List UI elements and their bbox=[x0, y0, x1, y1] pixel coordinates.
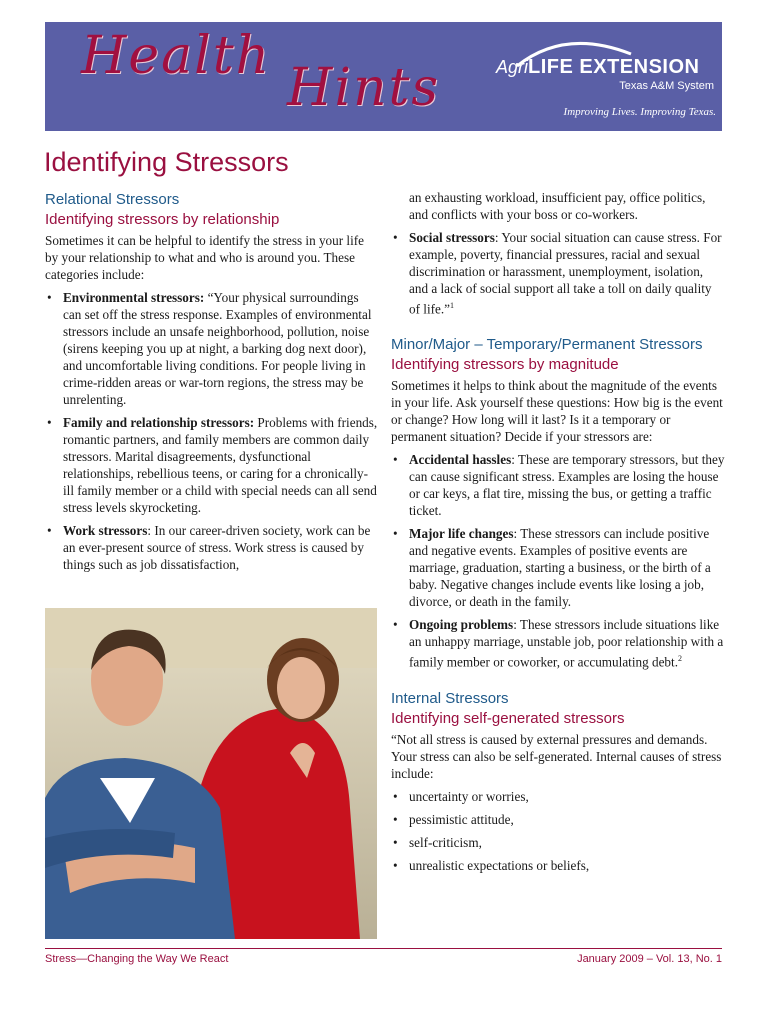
org-prefix: Agri bbox=[496, 57, 529, 77]
list-item bbox=[45, 522, 379, 573]
list-item-term: Social stressors bbox=[409, 230, 495, 245]
magnitude-list bbox=[391, 451, 725, 670]
page-title: Identifying Stressors bbox=[44, 147, 289, 177]
left-column bbox=[45, 190, 379, 579]
list-item-term: Family and relationship stressors: bbox=[63, 415, 255, 430]
list-item bbox=[45, 414, 379, 516]
list-item-text: : These are temporary stressors, but they can cause significant stress. Examples are losing the house or car keys, a flat tire, missing the bus, or getting a traffic ticket. bbox=[409, 452, 725, 519]
subheading-internal: Identifying self-generated stressors bbox=[391, 709, 625, 727]
list-item bbox=[391, 525, 725, 610]
list-item-term: Major life changes bbox=[409, 526, 514, 542]
masthead-hints: Hints bbox=[287, 58, 441, 118]
internal-intro: “Not all stress is caused by external pressures and demands. Your stress can also be self-generated. Internal causes of stress include: bbox=[391, 731, 722, 781]
section-heading-magnitude: Minor/Major – Temporary/Permanent Stressors bbox=[391, 336, 703, 354]
header-banner bbox=[45, 22, 722, 131]
subheading-magnitude: Identifying stressors by magnitude bbox=[391, 356, 619, 374]
footnote-ref: 2 bbox=[678, 654, 682, 664]
list-item bbox=[391, 616, 725, 670]
list-item bbox=[45, 289, 379, 408]
list-item-text: : Your social situation can cause stress. For example, poverty, financial pressures, racial and sexual discrimination or harassment, unemployment, isolation, and a lack of social support all take a toll on daily quality of life.” bbox=[409, 230, 722, 317]
right-column bbox=[391, 189, 725, 880]
couple-photo bbox=[45, 608, 377, 939]
org-logo bbox=[496, 56, 699, 79]
social-list bbox=[391, 229, 725, 317]
list-item: • uncertainty or worries, bbox=[391, 788, 725, 805]
section-heading-internal: Internal Stressors bbox=[391, 689, 509, 707]
list-item bbox=[391, 229, 725, 317]
list-item-text: : These stressors include situations like an unhappy marriage, unstable job, poor relationship with a family member or coworker, or accumulating debt. bbox=[409, 617, 724, 670]
list-item: • pessimistic attitude, bbox=[391, 811, 725, 828]
work-continued: an exhausting workload, insufficient pay, office politics, and conflicts with your boss or co-workers. bbox=[409, 190, 706, 222]
list-item-term: Environmental stressors: bbox=[63, 290, 205, 305]
footer-series-title: Stress—Changing the Way We React bbox=[45, 953, 229, 965]
list-item: • self-criticism, bbox=[391, 834, 725, 851]
list-item-text: : In our career-driven society, work can be an ever-present source of stress. Work stress is caused by things such as job dissatisfaction, bbox=[63, 523, 371, 572]
footer-divider bbox=[45, 948, 722, 949]
list-item bbox=[391, 451, 725, 519]
footer-issue-info: January 2009 – Vol. 13, No. 1 bbox=[577, 953, 722, 965]
masthead-health: Health bbox=[81, 26, 272, 86]
list-item-text: Problems with friends, romantic partners, and family members are common daily stressors. Marital disagreements, dysfunctional relationships, rebellious teens, or caring for a chronically-ill family member or a child with special needs can all send stress levels skyrocketing. bbox=[63, 415, 378, 515]
list-item-text: “Your physical surroundings can set off the stress response. Examples of environmental stressors include an unsafe neighborhood, pollution, noise (sirens keeping you up at night, a barking dog next door), and uncomfortable living conditions. For people living in crime-ridden areas or war-torn regions, the stress may be unrelenting. bbox=[63, 290, 372, 407]
relational-intro: Sometimes it can be helpful to identify the stress in your life by your relationship to what and who is around you. These categories include: bbox=[45, 233, 364, 282]
list-item-term: Ongoing problems bbox=[409, 617, 514, 633]
magnitude-intro: Sometimes it helps to think about the magnitude of the events in your life. Ask yourself these questions: How big is the event or change? How long will it last? Is it a temporary or permanent situation? Decide if your stressors are: bbox=[391, 378, 723, 445]
section-heading-relational: Relational Stressors bbox=[45, 191, 180, 208]
list-item-term: Accidental hassles bbox=[409, 452, 512, 468]
org-system: Texas A&M System bbox=[619, 80, 714, 92]
org-tagline: Improving Lives. Improving Texas. bbox=[563, 106, 716, 118]
relational-list bbox=[45, 289, 379, 573]
list-item-text: : These stressors can include positive and negative events. Examples of positive events are marriage, graduation, starting a business, or the birth of a baby. Negative changes include events like losing a job, divorce, or death in the family. bbox=[409, 526, 711, 610]
org-main: LIFE EXTENSION bbox=[528, 56, 700, 78]
list-item: • unrealistic expectations or beliefs, bbox=[391, 857, 725, 874]
list-item-term: Work stressors bbox=[63, 523, 148, 538]
footnote-ref: 1 bbox=[450, 301, 455, 310]
subheading-relationship: Identifying stressors by relationship bbox=[45, 211, 280, 228]
internal-list bbox=[391, 788, 725, 874]
